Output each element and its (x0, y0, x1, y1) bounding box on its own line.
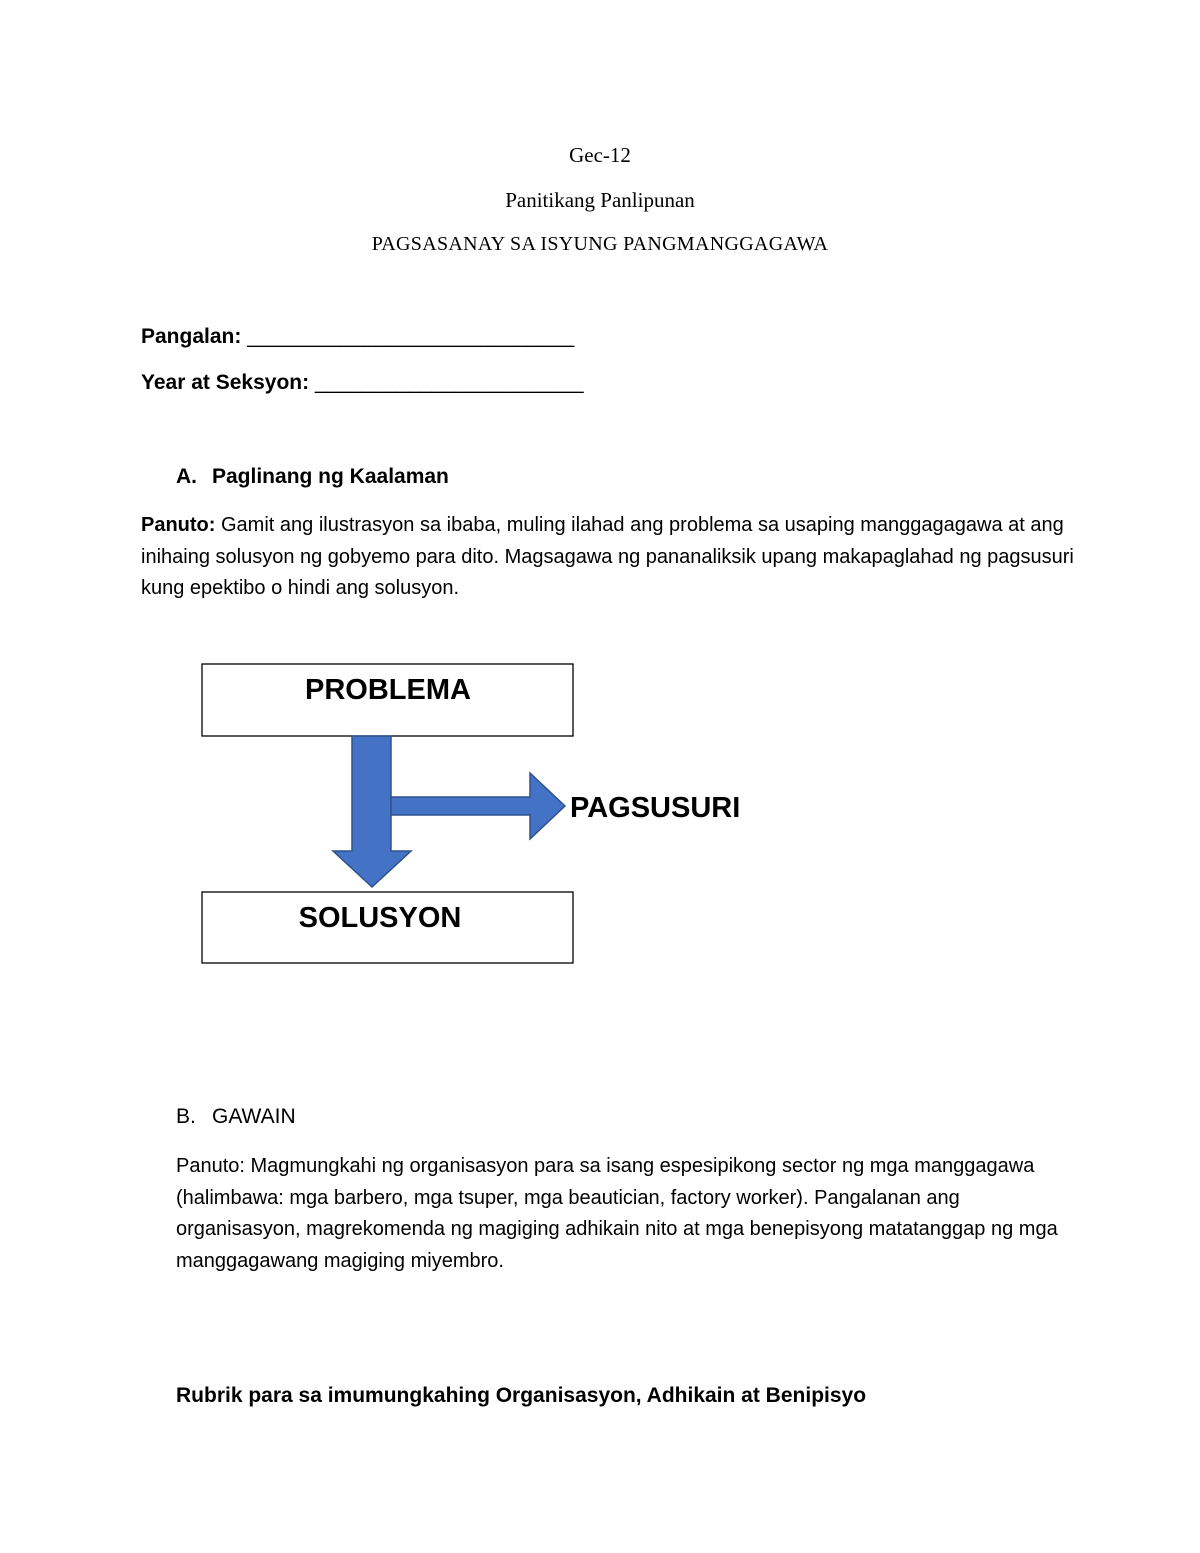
section-a-letter: A. (176, 465, 197, 488)
problema-box (202, 664, 573, 736)
section-b-heading (176, 1105, 296, 1129)
section-b-instructions: Panuto: Magmungkahi ng organisasyon para sa isang espesipikong sector ng mga manggagawa (halimbawa: mga barbero, mga tsuper, mga beautician, factory worker). Pangalanan ang organisasyon, magrekomenda ng magiging adhikain nito at mga benepisyong matatanggap ng mga manggagawang magiging miyembro. (176, 1155, 1058, 1272)
section-b-letter: B. (176, 1105, 196, 1128)
name-blank-line[interactable]: ____________________________ (247, 325, 575, 348)
rubric-heading: Rubrik para sa imumungkahing Organisasyon, Adhikain at Benipisyo (176, 1384, 867, 1407)
pagsusuri-label: PAGSUSURI (570, 792, 741, 824)
section-a-instructions-label: Panuto: (141, 514, 216, 536)
section-label: Year at Seksyon: (141, 371, 310, 394)
solusyon-box (202, 892, 573, 963)
course-code: Gec-12 (569, 143, 631, 167)
subject-title: Panitikang Panlipunan (505, 188, 695, 212)
problema-label: PROBLEMA (305, 674, 471, 706)
section-blank-line[interactable]: _______________________ (314, 371, 584, 394)
section-b-title: GAWAIN (212, 1105, 296, 1128)
solusyon-label: SOLUSYON (298, 902, 462, 934)
section-a-title: Paglinang ng Kaalaman (212, 465, 449, 488)
worksheet-title: PAGSASANAY SA ISYUNG PANGMANGGAGAWA (371, 233, 829, 255)
right-arrow-icon (391, 773, 565, 839)
section-a-instructions-text: Gamit ang ilustrasyon sa ibaba, muling ilahad ang problema sa usaping manggagagawa at ang inihaing solusyon ng gobyemo para dito. Magsagawa ng pananaliksik upang makapaglahad ng pagsusuri kung epektibo o hindi ang solusyon. (141, 514, 1074, 599)
name-label: Pangalan: (141, 325, 242, 348)
